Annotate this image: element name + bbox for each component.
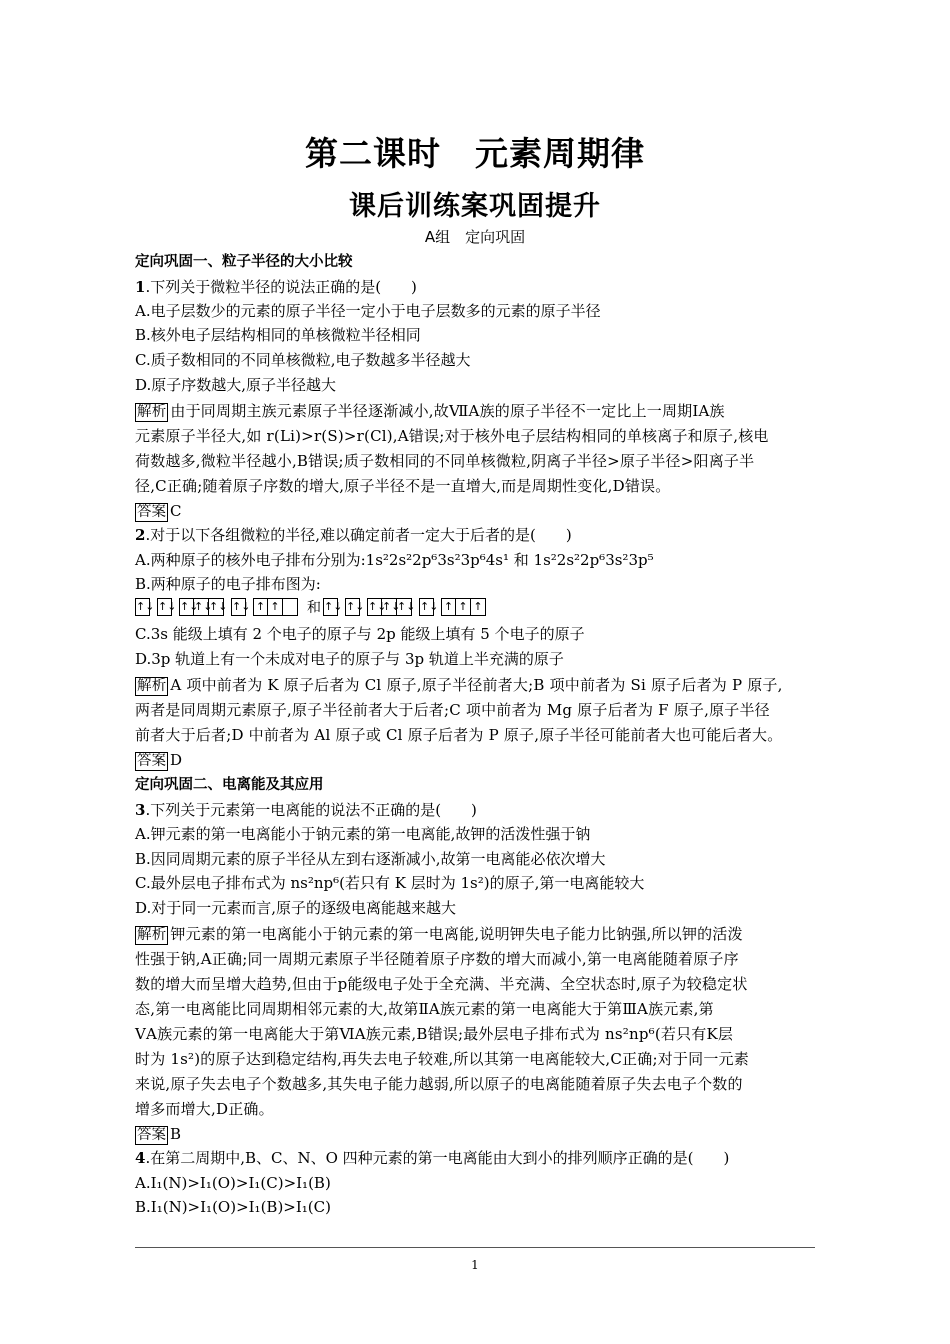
orbital-box: ↑↓ — [397, 598, 412, 616]
orbital-box: ↑↓ — [231, 598, 246, 616]
orbital-box: ↑↓ — [345, 598, 360, 616]
explanation-tag: 解析 — [137, 404, 167, 420]
orbital-group — [441, 598, 486, 616]
orbital-diagram-right — [323, 598, 493, 616]
question-2-stem: 2.对于以下各组微粒的半径,难以确定前者一定大于后者的是( ) — [135, 526, 572, 544]
orbital-box: ↑ — [268, 598, 283, 616]
group-heading: A组 定向巩固 — [424, 228, 526, 246]
orbital-box: ↑ — [441, 598, 456, 616]
orbital-box: ↑↓ — [135, 598, 150, 616]
orbital-and-text: 和 — [307, 600, 321, 616]
question-3-option-c: C.最外层电子排布式为 ns²np⁶(若只有 K 层时为 1s²)的原子,第一电离能较大 — [135, 874, 645, 892]
question-2-explanation-line: 两者是同周期元素原子,原子半径前者大于后者;C 项中前者为 Mg 原子后者为 F 原子,原子半径 — [135, 701, 770, 719]
orbital-group — [419, 598, 439, 616]
page-subtitle: 课后训练案巩固提升 — [349, 191, 601, 222]
question-1-stem: 1.下列关于微粒半径的说法正确的是( ) — [135, 278, 417, 296]
question-3-explanation-line: 时为 1s²)的原子达到稳定结构,再失去电子较难,所以其第一电离能较大,C正确;对于同一元素 — [135, 1050, 749, 1068]
question-2-explanation: 解析 A 项中前者为 K 原子后者为 Cl 原子,原子半径前者大;B 项中前者为 Si 原子后者为 P 原子, — [137, 676, 783, 694]
question-2-explanation-line: 前者大于后者;D 中前者为 Al 原子或 Cl 原子后者为 P 原子,原子半径可能前者大也可能后者大。 — [135, 726, 783, 744]
footer-divider — [135, 1247, 815, 1248]
question-3-explanation-line: 态,第一电离能比同周期相邻元素的大,故第ⅡA族元素的第一电离能大于第ⅢA族元素,第 — [135, 1000, 714, 1018]
page-number: 1 — [471, 1258, 479, 1272]
orbital-group — [231, 598, 251, 616]
section-heading-1: 定向巩固一、粒子半径的大小比较 — [135, 254, 353, 270]
question-1-explanation-line: 元素原子半径大,如 r(Li)>r(S)>r(Cl),A错误;对于核外电子层结构相同的单核离子和原子,核电 — [135, 427, 769, 445]
question-1-explanation-line: 径,C正确;随着原子序数的增大,原子半径不是一直增大,而是周期性变化,D错误。 — [135, 477, 671, 495]
question-3-stem: 3.下列关于元素第一电离能的说法不正确的是( ) — [135, 801, 477, 819]
question-2-option-b: B.两种原子的电子排布图为: — [135, 575, 321, 593]
explanation-tag: 解析 — [137, 678, 167, 694]
question-4-option-b: B.I₁(N)>I₁(O)>I₁(B)>I₁(C) — [135, 1198, 331, 1216]
question-3-explanation-line: 来说,原子失去电子个数越多,其失电子能力越弱,所以原子的电离能随着原子失去电子个数的 — [135, 1075, 743, 1093]
question-1-option-c: C.质子数相同的不同单核微粒,电子数越多半径越大 — [135, 351, 471, 369]
explanation-tag: 解析 — [137, 927, 167, 943]
orbital-group — [323, 598, 343, 616]
orbital-box: ↑↓ — [157, 598, 172, 616]
orbital-group — [135, 598, 155, 616]
answer-tag: 答案 — [137, 504, 166, 520]
orbital-box: ↑ — [253, 598, 268, 616]
orbital-box: ↑↓ — [323, 598, 338, 616]
question-4-stem: 4.在第二周期中,B、C、N、O 四种元素的第一电离能由大到小的排列顺序正确的是( ) — [135, 1149, 730, 1167]
question-2-option-d: D.3p 轨道上有一个未成对电子的原子与 3p 轨道上半充满的原子 — [135, 650, 564, 668]
question-2-answer: 答案 D — [137, 751, 183, 769]
answer-tag: 答案 — [137, 753, 166, 769]
answer-tag: 答案 — [137, 1127, 166, 1143]
question-3-explanation-line: 增多而增大,D正确。 — [135, 1100, 274, 1118]
orbital-box: ↑↓ — [419, 598, 434, 616]
question-3-explanation-line: 性强于钠,A正确;同一周期元素原子半径随着原子序数的增大而减小,第一电离能随着原子序 — [135, 950, 739, 968]
question-1-answer: 答案 C — [137, 502, 182, 520]
orbital-group — [157, 598, 177, 616]
question-3-explanation: 解析 钾元素的第一电离能小于钠元素的第一电离能,说明钾失电子能力比钠强,所以钾的活泼 — [137, 925, 743, 943]
orbital-group — [179, 598, 228, 616]
orbital-group — [253, 598, 298, 616]
question-1-explanation-line: 荷数越多,微粒半径越小,B错误;质子数相同的不同单核微粒,阴离子半径>原子半径>阳离子半 — [135, 452, 755, 470]
orbital-box: ↑ — [456, 598, 471, 616]
orbital-box — [283, 598, 298, 616]
question-1-option-b: B.核外电子层结构相同的单核微粒半径相同 — [135, 326, 421, 344]
question-1-option-a: A.电子层数少的元素的原子半径一定小于电子层数多的元素的原子半径 — [135, 302, 601, 320]
question-2-option-a: A.两种原子的核外电子排布分别为:1s²2s²2p⁶3s²3p⁶4s¹ 和 1s²2s²2p⁶3s²3p⁵ — [135, 551, 654, 569]
orbital-group — [367, 598, 416, 616]
orbital-box: ↑↓ — [209, 598, 224, 616]
orbital-box: ↑↓ — [194, 598, 209, 616]
orbital-diagram — [135, 596, 493, 618]
question-3-option-b: B.因同周期元素的原子半径从左到右逐渐减小,故第一电离能必依次增大 — [135, 850, 606, 868]
question-2-option-c: C.3s 能级上填有 2 个电子的原子与 2p 能级上填有 5 个电子的原子 — [135, 625, 585, 643]
question-3-explanation-line: 数的增大而呈增大趋势,但由于p能级电子处于全充满、半充满、全空状态时,原子为较稳定状 — [135, 975, 748, 993]
orbital-box: ↑↓ — [367, 598, 382, 616]
question-3-option-d: D.对于同一元素而言,原子的逐级电离能越来越大 — [135, 899, 457, 917]
orbital-diagram-left — [135, 598, 305, 616]
orbital-group — [345, 598, 365, 616]
question-4-option-a: A.I₁(N)>I₁(O)>I₁(C)>I₁(B) — [135, 1174, 331, 1192]
orbital-box: ↑↓ — [382, 598, 397, 616]
section-heading-2: 定向巩固二、电离能及其应用 — [135, 777, 324, 793]
orbital-box: ↑ — [471, 598, 486, 616]
question-3-explanation-line: ⅤA族元素的第一电离能大于第ⅥA族元素,B错误;最外层电子排布式为 ns²np⁶(若只有K层 — [135, 1025, 734, 1043]
question-3-option-a: A.钾元素的第一电离能小于钠元素的第一电离能,故钾的活泼性强于钠 — [135, 825, 591, 843]
question-3-answer: 答案 B — [137, 1125, 182, 1143]
question-1-explanation: 解析 由于同周期主族元素原子半径逐渐减小,故ⅦA族的原子半径不一定比上一周期ⅠA族 — [137, 402, 725, 420]
question-1-option-d: D.原子序数越大,原子半径越大 — [135, 376, 337, 394]
orbital-box: ↑↓ — [179, 598, 194, 616]
page-title: 第二课时 元素周期律 — [305, 134, 645, 173]
